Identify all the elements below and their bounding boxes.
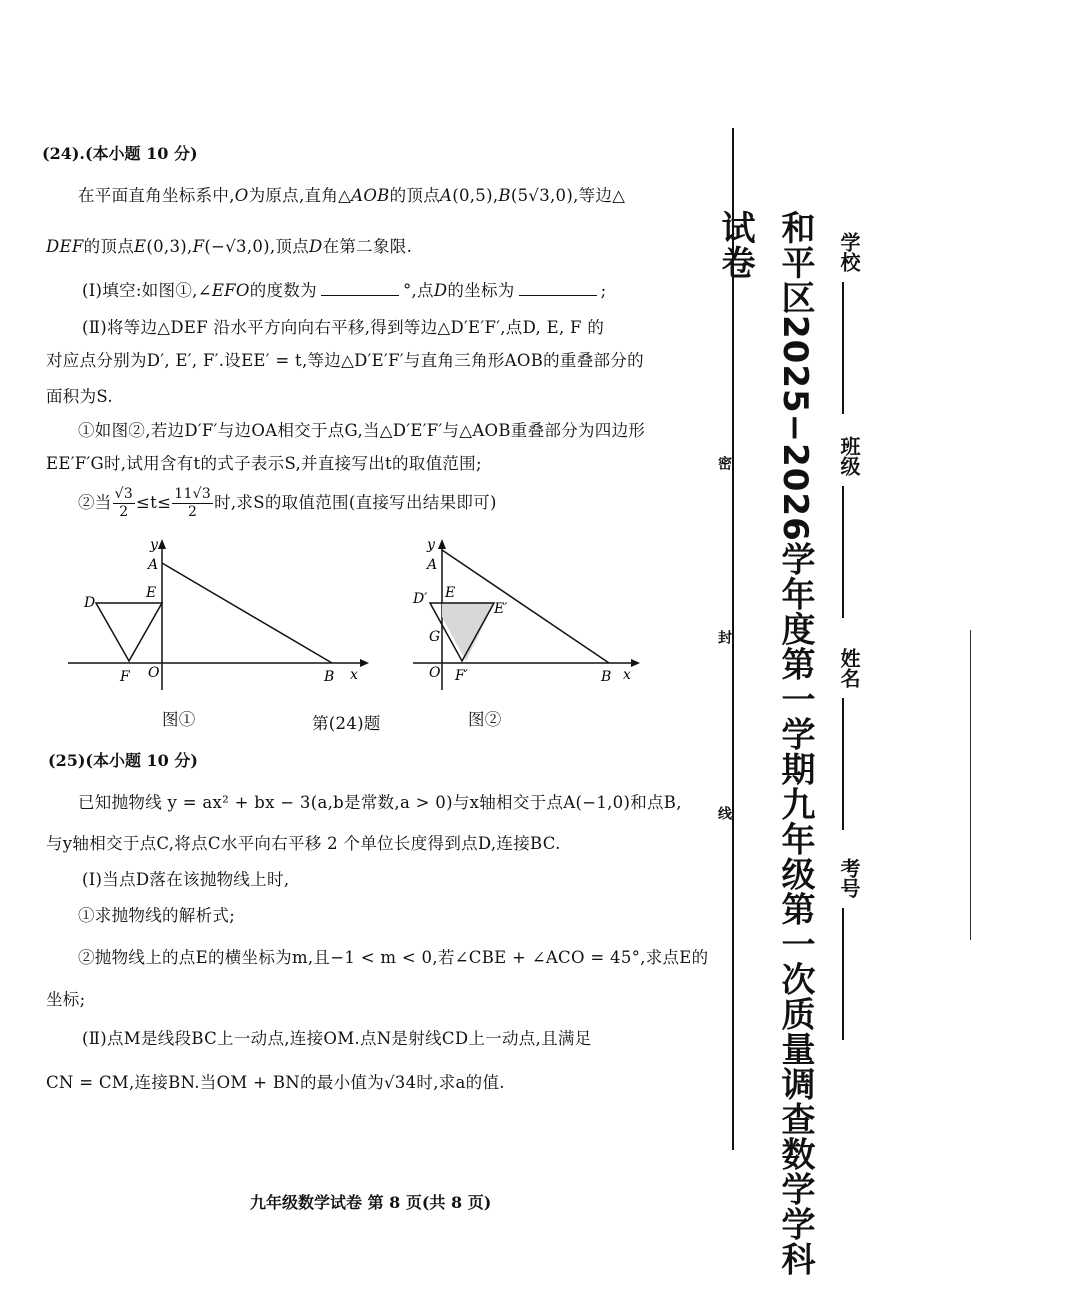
q25-line8: CN = CM,连接BN.当OM + BN的最小值为√34时,求a的值.	[46, 1073, 505, 1092]
q25-header: (25)(本小题 10 分)	[48, 751, 198, 770]
q24-line6: 面积为S.	[46, 387, 113, 406]
fig1-label: 图①	[162, 710, 196, 729]
q24-line8: EE′F′G时,试用含有t的式子表示S,并直接写出t的取值范围;	[46, 454, 482, 473]
label-B: B	[601, 669, 612, 685]
answer-blank-angle[interactable]	[321, 281, 399, 296]
x-arrow	[631, 659, 640, 667]
q24-line7: ①如图②,若边D′F′与边OA相交于点G,当△D′E′F′与△AOB重叠部分为四边形	[78, 421, 646, 440]
label-name: 姓名	[837, 648, 861, 688]
label-school: 学校	[837, 232, 861, 272]
label-class: 班级	[837, 436, 861, 476]
y-arrow	[438, 539, 446, 549]
edge-line	[970, 630, 971, 940]
q25-line4: ①求抛物线的解析式;	[78, 906, 236, 925]
fraction-upper: $\frac{11√3}{2}$	[174, 486, 212, 520]
q25-line7: (Ⅱ)点M是线段BC上一动点,连接OM.点N是射线CD上一动点,且满足	[82, 1029, 592, 1048]
figure-1	[60, 535, 370, 695]
q25-line1: 已知抛物线 y = ax² + bx − 3(a,b是常数,a > 0)与x轴相交于点A(−1,0)和点B,	[78, 793, 682, 812]
label-D-prime: D′	[413, 591, 428, 607]
label-A: A	[427, 557, 438, 573]
blank-school[interactable]	[842, 282, 844, 414]
fraction-lower: $\frac{√3}{2}$	[114, 486, 134, 520]
label-E-prime: E′	[494, 601, 508, 617]
figure-2	[405, 535, 645, 695]
label-y: y	[427, 537, 435, 553]
q25-line5: ②抛物线上的点E的横坐标为m,且−1 < m < 0,若∠CBE + ∠ACO = 45°,求点E的	[78, 948, 709, 967]
label-O: O	[148, 665, 160, 681]
exam-title: 和平区2025−2026学年度第一学期九年级第一次质量调查数学学科试卷	[715, 210, 815, 1277]
label-E: E	[146, 585, 157, 601]
q25-line2: 与y轴相交于点C,将点C水平向右平移 2 个单位长度得到点D,连接BC.	[46, 834, 561, 853]
blank-name[interactable]	[842, 698, 844, 830]
q24-line1: 在平面直角坐标系中,O为原点,直角△AOB的顶点A(0,5),B(5√3,0),等边△	[78, 186, 626, 205]
page-footer: 九年级数学试卷 第 8 页(共 8 页)	[250, 1193, 492, 1212]
label-E: E	[445, 585, 456, 601]
fig2-label: 图②	[468, 710, 502, 729]
q24-line2: DEF的顶点E(0,3),F(−√3,0),顶点D在第二象限.	[46, 237, 413, 256]
q25-line3: (Ⅰ)当点D落在该抛物线上时,	[82, 870, 290, 889]
x-arrow	[360, 659, 369, 667]
label-B: B	[324, 669, 335, 685]
label-D: D	[84, 595, 96, 611]
q24-header: (24).(本小题 10 分)	[42, 144, 198, 163]
q25-line6: 坐标;	[46, 990, 86, 1009]
triangle-DEF	[96, 603, 162, 661]
label-exam-no: 考号	[837, 858, 861, 898]
blank-class[interactable]	[842, 486, 844, 618]
seal-mi: 密	[716, 456, 732, 470]
blank-exam-no[interactable]	[842, 908, 844, 1040]
segment-AB	[162, 563, 332, 663]
label-x: x	[623, 667, 631, 683]
label-G: G	[429, 629, 441, 645]
fig-caption: 第(24)题	[312, 714, 381, 733]
answer-blank-coord[interactable]	[519, 281, 597, 296]
label-O: O	[429, 665, 441, 681]
label-y: y	[150, 537, 158, 553]
q24-line9: ②当 $\frac{√3}{2}$ ≤t≤ $\frac{11√3}{2}$ 时,求S的取值范围(直接写出结果即可)	[78, 486, 497, 520]
label-F: F	[120, 669, 130, 685]
seal-feng: 封	[716, 630, 732, 644]
q24-line4: (Ⅱ)将等边△DEF 沿水平方向向右平移,得到等边△D′E′F′,点D, E, F 的	[82, 318, 605, 337]
q24-line5: 对应点分别为D′, E′, F′.设EE′ = t,等边△D′E′F′与直角三角形AOB的重叠部分的	[46, 351, 644, 370]
label-F-prime: F′	[455, 668, 468, 684]
label-x: x	[350, 667, 358, 683]
q24-line3: (Ⅰ)填空:如图①,∠EFO的度数为 °,点D的坐标为 ;	[82, 281, 607, 300]
y-arrow	[158, 539, 166, 549]
seal-xian: 线	[716, 806, 732, 820]
overlap-region	[442, 603, 494, 661]
label-A: A	[148, 557, 159, 573]
